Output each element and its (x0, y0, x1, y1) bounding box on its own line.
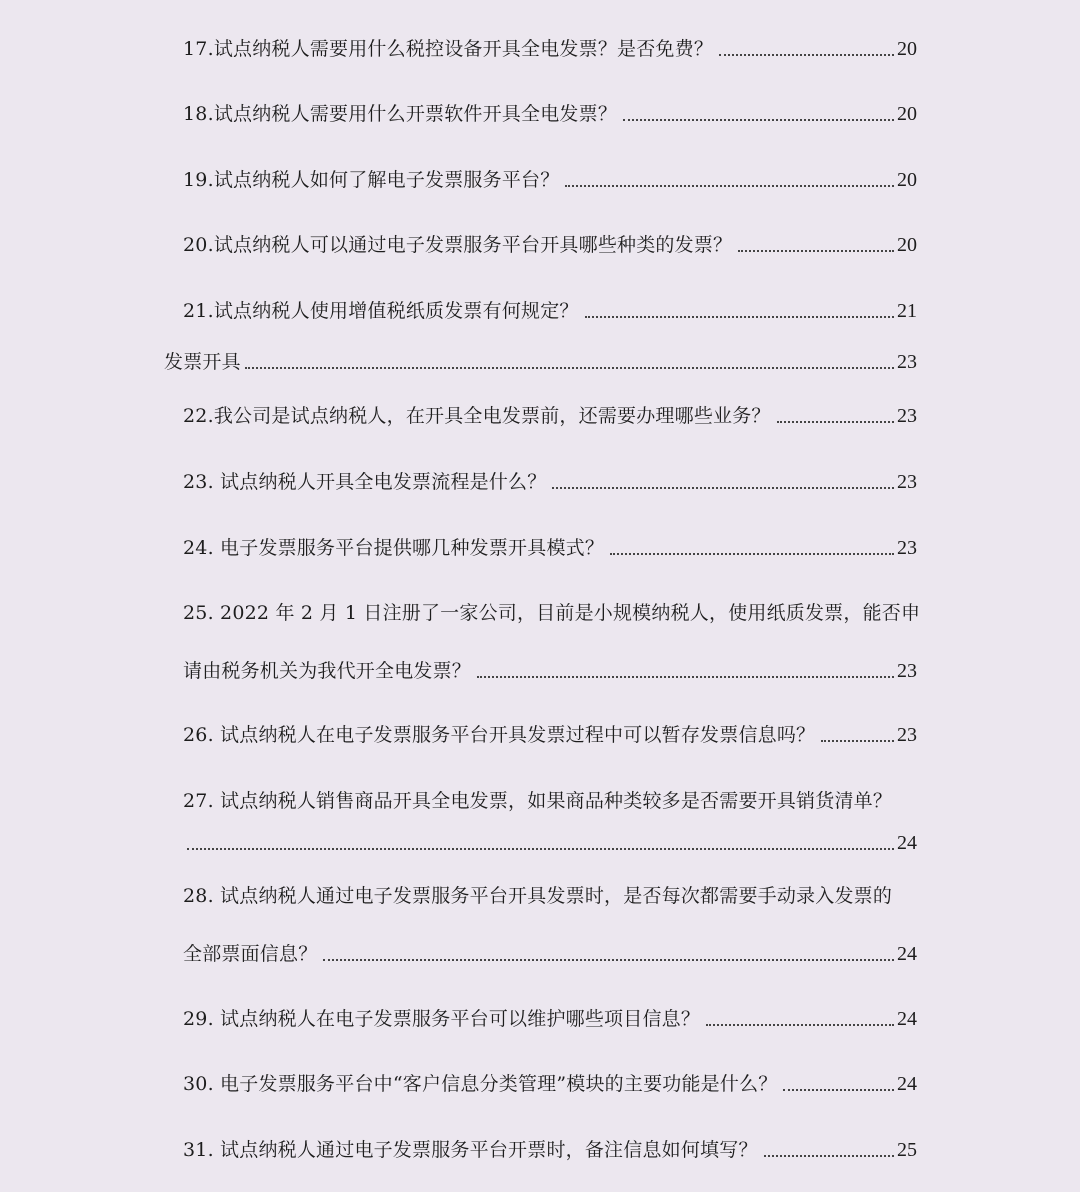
toc-entry-title: 31. 试点纳税人通过电子发票服务平台开票时，备注信息如何填写？ (183, 1139, 758, 1161)
dot-leader (783, 1089, 894, 1091)
toc-entry-title: 27. 试点纳税人销售商品开具全电发票，如果商品种类较多是否需要开具销货清单？ (183, 790, 893, 812)
toc-page-number: 24 (897, 1008, 917, 1030)
dot-leader (565, 185, 894, 187)
toc-entry-24[interactable] (183, 536, 917, 560)
toc-entry-title: 26. 试点纳税人在电子发票服务平台开具发票过程中可以暂存发票信息吗？ (183, 724, 816, 746)
toc-page-number: 23 (897, 405, 917, 427)
toc-entry-title-line1: 28. 试点纳税人通过电子发票服务平台开具发票时，是否每次都需要手动录入发票的 (183, 885, 893, 907)
dot-leader (245, 367, 894, 369)
toc-entry-25[interactable] (183, 601, 921, 683)
dot-leader (552, 487, 894, 489)
toc-entry-title: 29. 试点纳税人在电子发票服务平台可以维护哪些项目信息？ (183, 1008, 701, 1030)
toc-page-number: 21 (897, 300, 917, 322)
toc-page-number: 23 (897, 537, 917, 559)
toc-section-title: 发票开具 (164, 351, 241, 373)
toc-entry-21[interactable] (183, 299, 917, 323)
toc-entry-22[interactable] (183, 404, 917, 428)
dot-leader (764, 1155, 894, 1157)
toc-entry-29[interactable] (183, 1007, 917, 1031)
toc-entry-title-line2: 全部票面信息？ (183, 943, 318, 965)
dot-leader (187, 848, 894, 850)
dot-leader (821, 740, 894, 742)
toc-entry-title: 21.试点纳税人使用增值税纸质发票有何规定？ (183, 300, 579, 322)
toc-entry-27[interactable] (183, 789, 917, 855)
toc-entry-title-line2: 请由税务机关为我代开全电发票？ (183, 660, 472, 682)
toc-entry-20[interactable] (183, 233, 917, 257)
toc-page-number: 20 (897, 103, 917, 125)
toc-entry-title: 30. 电子发票服务平台中“客户信息分类管理”模块的主要功能是什么？ (183, 1073, 778, 1095)
toc-entry-30[interactable] (183, 1072, 917, 1096)
toc-page-number: 25 (897, 1139, 917, 1161)
toc-entry-title: 20.试点纳税人可以通过电子发票服务平台开具哪些种类的发票？ (183, 234, 733, 256)
toc-entry-26[interactable] (183, 723, 917, 747)
toc-entry-title: 19.试点纳税人如何了解电子发票服务平台？ (183, 169, 560, 191)
toc-page-number: 23 (897, 660, 917, 682)
dot-leader (323, 959, 894, 961)
dot-leader (777, 421, 894, 423)
dot-leader (706, 1024, 894, 1026)
toc-entry-23[interactable] (183, 470, 917, 494)
toc-page-number: 20 (897, 234, 917, 256)
toc-entry-title: 23. 试点纳税人开具全电发票流程是什么？ (183, 471, 547, 493)
toc-entry-title: 17.试点纳税人需要用什么税控设备开具全电发票？是否免费？ (183, 38, 714, 60)
dot-leader (477, 676, 894, 678)
toc-page-number: 24 (897, 943, 917, 965)
dot-leader (585, 316, 894, 318)
toc-entry-31[interactable] (183, 1138, 917, 1162)
dot-leader (719, 54, 894, 56)
toc-entry-title: 22.我公司是试点纳税人，在开具全电发票前，还需要办理哪些业务？ (183, 405, 771, 427)
toc-page-number: 23 (897, 351, 917, 373)
toc-entry-title-line1: 25. 2022 年 2 月 1 日注册了一家公司，目前是小规模纳税人，使用纸质发票，能否申 (183, 602, 921, 624)
dot-leader (623, 119, 894, 121)
toc-page-number: 23 (897, 471, 917, 493)
toc-section-invoice-issuing[interactable] (164, 350, 917, 374)
toc-page-number: 24 (897, 832, 917, 854)
toc-page-number: 20 (897, 38, 917, 60)
dot-leader (610, 553, 894, 555)
dot-leader (738, 250, 894, 252)
toc-entry-19[interactable] (183, 168, 917, 192)
toc-entry-title: 18.试点纳税人需要用什么开票软件开具全电发票？ (183, 103, 618, 125)
toc-entry-18[interactable] (183, 102, 917, 126)
toc-page-number: 23 (897, 724, 917, 746)
toc-entry-title: 24. 电子发票服务平台提供哪几种发票开具模式？ (183, 537, 605, 559)
toc-entry-17[interactable] (183, 37, 917, 61)
toc-entry-28[interactable] (183, 884, 917, 966)
toc-page-number: 20 (897, 169, 917, 191)
toc-page-number: 24 (897, 1073, 917, 1095)
